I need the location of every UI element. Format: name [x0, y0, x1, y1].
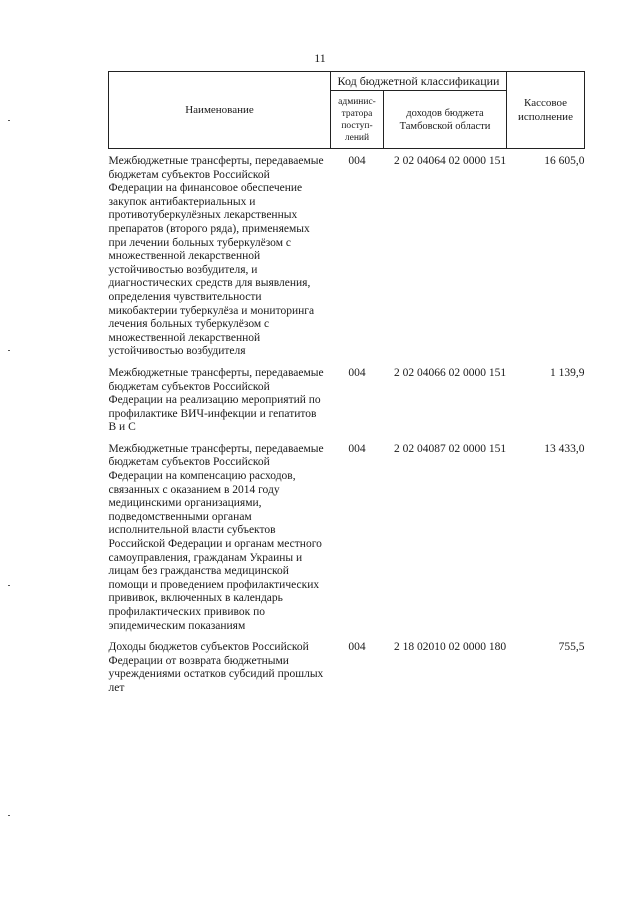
- scan-mark: [8, 585, 10, 586]
- row-amount: 1 139,9: [550, 366, 585, 379]
- table-row: [109, 633, 585, 695]
- header-execution: Кассовое исполнение: [507, 72, 585, 149]
- row-name: Межбюджетные трансферты, передаваемые бюджетам субъектов Российской Федерации на компенсацию расходов, связанных с оказанием в 2014 году медицинскими организациями, подведомственными органам исполнительной власти субъектов Российской Федерации и органам местного самоуправления, гражданам Украины и лицам без гражданства медицинской помощи и проведением профилактических прививок, включенных в календарь профилактических прививок по эпидемическим показаниям: [108, 442, 324, 632]
- row-code: 2 02 04066 02 0000 151: [393, 366, 507, 379]
- row-amount: 16 605,0: [544, 155, 585, 167]
- row-administrator: 004: [348, 366, 366, 379]
- header-income-code: доходов бюджета Тамбовской области: [384, 91, 507, 149]
- table-row: [109, 435, 585, 633]
- row-name: Доходы бюджетов субъектов Российской Федерации от возврата бюджетными учреждениями остатков субсидий прошлых лет: [108, 641, 324, 694]
- row-amount: 13 433,0: [544, 442, 585, 455]
- scan-mark: [8, 815, 10, 816]
- table-row: [109, 359, 585, 435]
- header-classification-group: Код бюджетной классификации: [331, 72, 507, 91]
- budget-table: [108, 71, 585, 696]
- table-header: [109, 72, 585, 149]
- row-code: 2 02 04087 02 0000 151: [393, 442, 507, 455]
- scan-mark: [8, 120, 10, 121]
- page-number: 11: [314, 51, 326, 65]
- row-administrator: 004: [348, 155, 366, 167]
- row-name: Межбюджетные трансферты, передаваемые бюджетам субъектов Российской Федерации на реализацию мероприятий по профилактике ВИЧ-инфекции и гепатитов B и C: [108, 366, 324, 434]
- row-code: 2 18 02010 02 0000 180: [393, 641, 507, 654]
- row-amount: 755,5: [558, 641, 585, 654]
- row-administrator: 004: [348, 641, 366, 654]
- scan-mark: [8, 350, 10, 351]
- row-code: 2 02 04064 02 0000 151: [393, 155, 507, 167]
- header-administrator: админис-тратора поступ-лений: [331, 91, 384, 149]
- row-administrator: 004: [348, 442, 366, 455]
- row-name: Межбюджетные трансферты, передаваемые бюджетам субъектов Российской Федерации на финансовое обеспечение закупок антибактериальных и противотуберкулёзных лекарственных препаратов (второго ряда), применяемых при лечении больных туберкулёзом с множественной лекарственной устойчивостью возбудителя, и диагностических средств для выявления, определения чувствительности микобактерии туберкулёза и мониторинга лечения больных туберкулёзом с множественной лекарственной устойчивостью возбудителя: [108, 155, 324, 358]
- table-row: [109, 149, 585, 359]
- header-name: Наименование: [109, 72, 331, 149]
